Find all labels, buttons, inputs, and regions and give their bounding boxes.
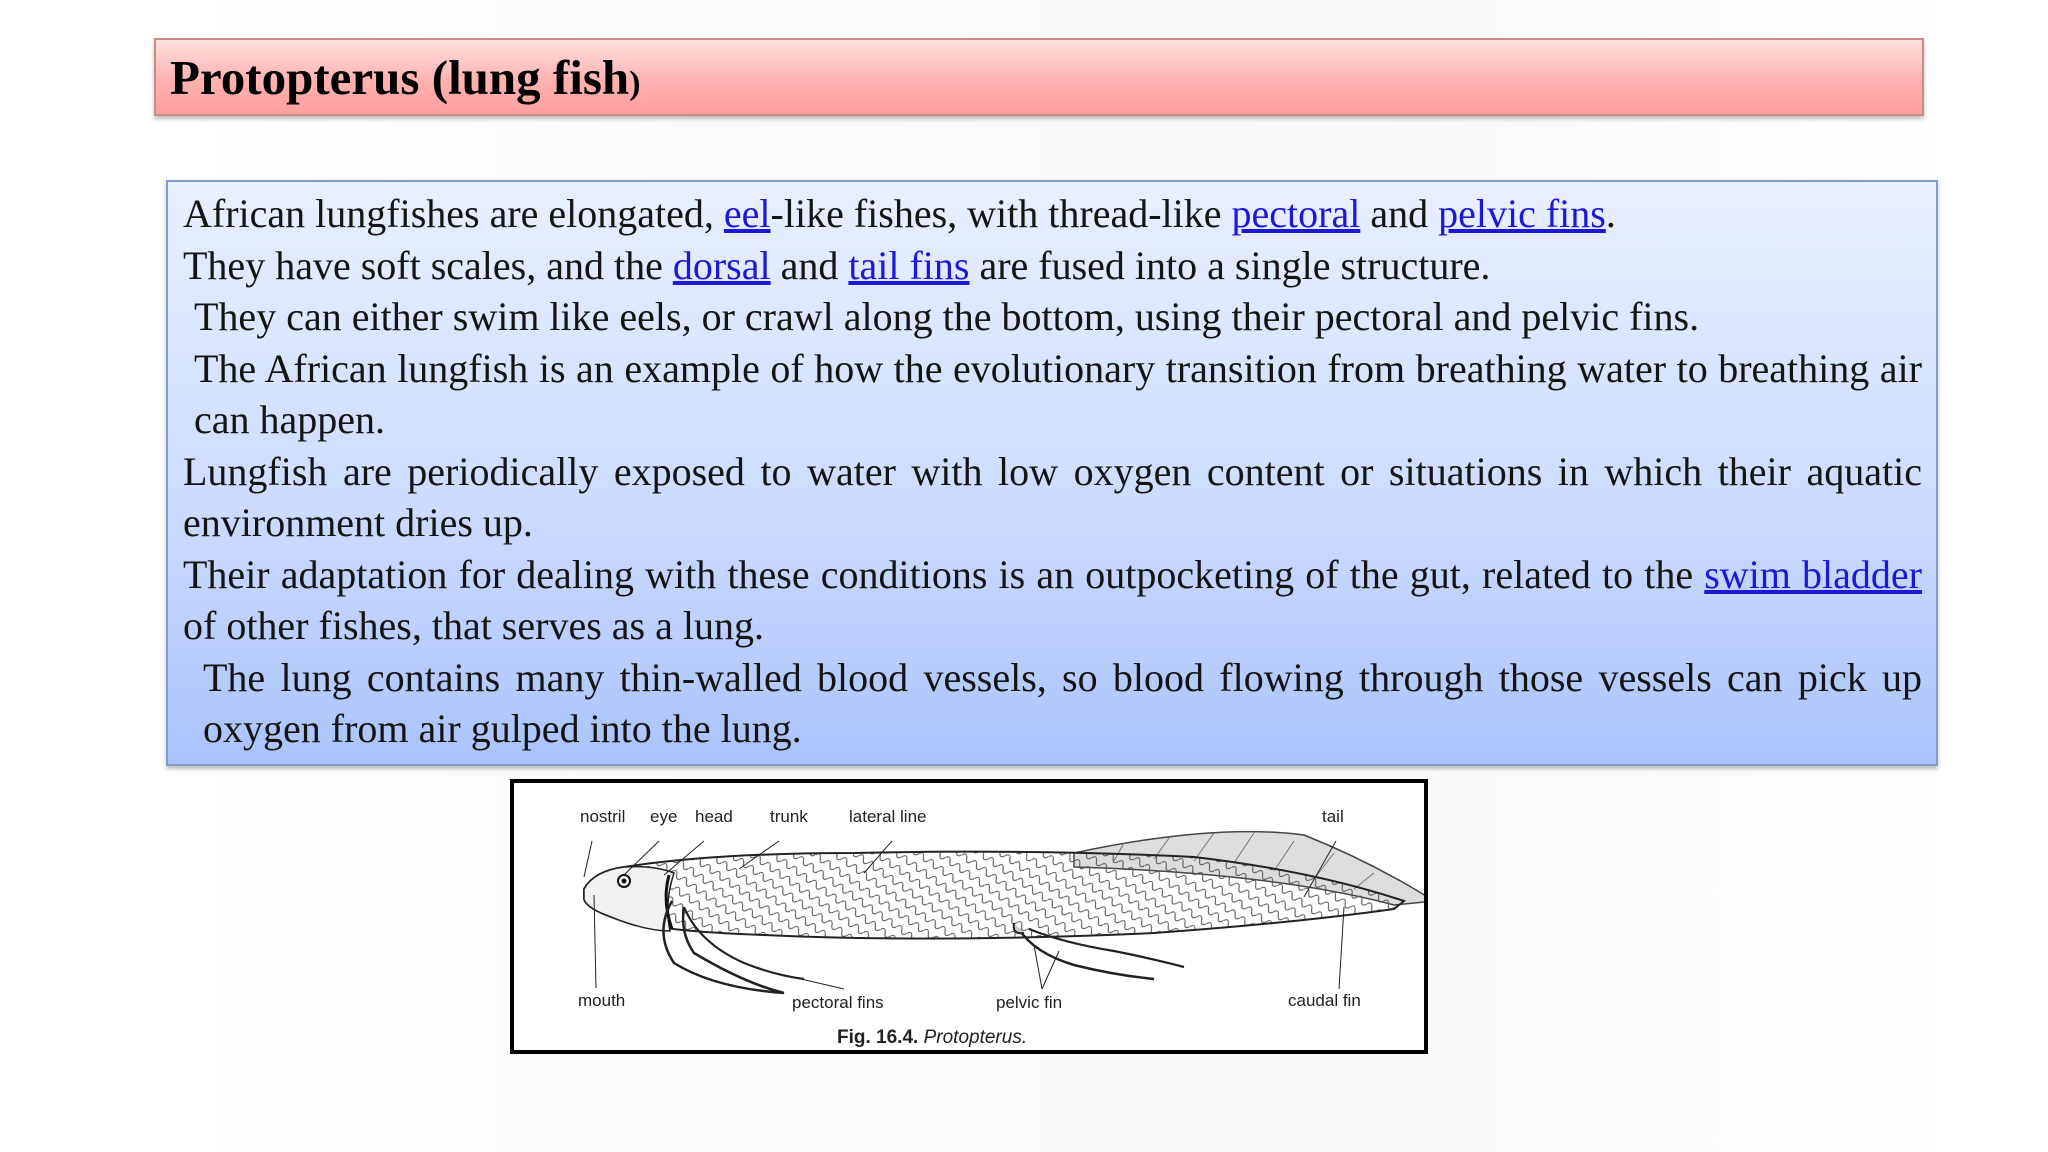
label-trunk: trunk	[770, 807, 808, 826]
paragraph-1-text-c: and	[1360, 191, 1439, 236]
paragraph-1-text-a: African lungfishes are elongated,	[183, 191, 724, 236]
figure-caption-number: Fig. 16.4.	[837, 1027, 919, 1048]
paragraph-6	[183, 549, 1922, 652]
slide-title-main: Protopterus (lung fish	[170, 50, 630, 105]
slide-title-paren: )	[629, 65, 641, 102]
paragraph-1-text-d: .	[1605, 191, 1616, 236]
pelvic-fins-link[interactable]: pelvic fins	[1438, 191, 1606, 236]
paragraph-5: Lungfish are periodically exposed to water with low oxygen content or situations in which their aquatic environment dries up.	[183, 448, 1922, 545]
label-nostril: nostril	[580, 807, 626, 826]
label-pelvic-fin: pelvic fin	[996, 993, 1063, 1012]
paragraph-6-text-b: of other fishes, that serves as a lung.	[183, 603, 764, 648]
paragraph-2-text-c: are fused into a single structure.	[969, 242, 1491, 288]
figure-caption	[837, 1027, 1027, 1049]
slide-title	[170, 50, 641, 112]
figure-caption-name: Protopterus.	[923, 1027, 1028, 1048]
label-tail: tail	[1322, 807, 1344, 826]
paragraph-1-text-b: -like fishes, with thread-like	[770, 191, 1232, 236]
paragraph-2-text-b: and	[770, 242, 849, 288]
dorsal-link[interactable]: dorsal	[672, 242, 771, 288]
label-head: head	[695, 807, 733, 826]
swim-bladder-link[interactable]: swim bladder	[1704, 551, 1922, 597]
eel-link[interactable]: eel	[723, 191, 771, 236]
label-mouth: mouth	[578, 991, 626, 1010]
label-caudal-fin: caudal fin	[1288, 991, 1361, 1010]
paragraph-7: The lung contains many thin-walled blood vessels, so blood flowing through those vessels can pick up oxygen from air gulped into the lung.	[203, 654, 1922, 751]
paragraph-2	[183, 240, 1922, 292]
protopterus-figure	[510, 779, 1428, 1054]
paragraph-4: The African lungfish is an example of how the evolutionary transition from breathing water to breathing air can happen.	[194, 345, 1922, 442]
paragraph-6-text-a: Their adaptation for dealing with these conditions is an outpocketing of the gut, related to the	[183, 551, 1705, 597]
pectoral-link[interactable]: pectoral	[1231, 191, 1361, 236]
paragraph-1	[183, 188, 1922, 240]
paragraph-2-text-a: They have soft scales, and the	[183, 242, 673, 288]
tail-fins-link[interactable]: tail fins	[848, 242, 970, 288]
content-box	[166, 180, 1938, 766]
title-bar	[154, 38, 1924, 116]
label-lateral-line: lateral line	[849, 807, 927, 826]
paragraph-3: They can either swim like eels, or crawl along the bottom, using their pectoral and pelvic fins.	[194, 294, 1700, 339]
label-pectoral-fins: pectoral fins	[792, 993, 884, 1012]
label-eye: eye	[650, 807, 678, 826]
